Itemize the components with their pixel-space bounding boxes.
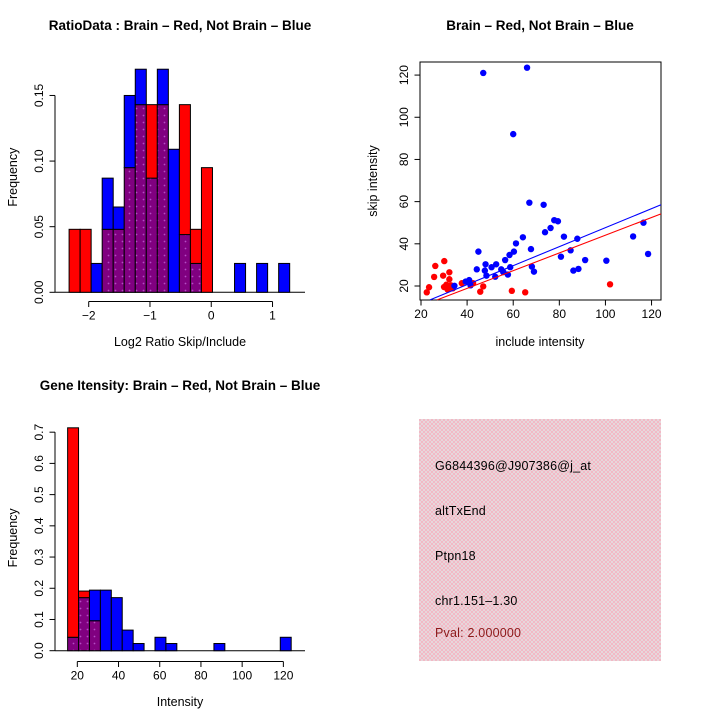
red-data-point bbox=[446, 269, 452, 275]
blue-data-point bbox=[520, 234, 526, 240]
intensity-scatter-panel bbox=[360, 0, 720, 360]
y-tick-label: 0.6 bbox=[32, 455, 46, 472]
y-tick-label: 0.5 bbox=[32, 486, 46, 503]
x-tick-label: 80 bbox=[194, 668, 208, 683]
hist-bar bbox=[100, 590, 111, 651]
event-type-text: altTxEnd bbox=[435, 504, 486, 518]
x-tick-label: 120 bbox=[273, 668, 294, 683]
y-axis bbox=[32, 83, 55, 304]
x-axis-title: Intensity bbox=[156, 695, 204, 709]
x-tick-label: −1 bbox=[143, 308, 157, 323]
blue-data-point bbox=[542, 229, 548, 235]
ratio-histogram-panel bbox=[0, 0, 360, 360]
hist-bar bbox=[157, 69, 168, 104]
gene-name-text: Ptpn18 bbox=[435, 549, 476, 563]
blue-data-point bbox=[513, 240, 519, 246]
chart-title: Gene Itensity: Brain – Red, Not Brain – Blue bbox=[39, 378, 321, 393]
y-tick-label: 80 bbox=[397, 152, 411, 167]
locus-text: chr1.151–1.30 bbox=[435, 594, 518, 608]
hist-bar bbox=[124, 95, 135, 167]
red-data-point bbox=[509, 288, 515, 294]
x-axis bbox=[71, 662, 294, 683]
hist-bar bbox=[166, 644, 177, 651]
hist-bar bbox=[68, 637, 79, 650]
y-tick-label: 0.3 bbox=[32, 548, 46, 566]
bars bbox=[68, 428, 292, 651]
y-tick-label: 0.4 bbox=[32, 517, 46, 535]
blue-data-point bbox=[540, 202, 546, 208]
x-tick-label: 100 bbox=[232, 668, 253, 683]
y-axis bbox=[397, 65, 420, 293]
x-axis-title: include intensity bbox=[495, 335, 585, 349]
x-tick-label: 20 bbox=[70, 668, 84, 683]
y-tick-label: 0.05 bbox=[32, 215, 46, 239]
y-tick-label: 20 bbox=[397, 279, 411, 293]
x-tick-label: 40 bbox=[460, 307, 474, 321]
hist-bar bbox=[89, 621, 100, 651]
red-data-point bbox=[424, 289, 430, 295]
blue-data-point bbox=[510, 131, 516, 137]
blue-data-point bbox=[547, 225, 553, 231]
y-tick-label: 0.00 bbox=[32, 280, 46, 304]
blue-data-point bbox=[524, 64, 530, 70]
chart-title: RatioData : Brain – Red, Not Brain – Blue bbox=[48, 18, 312, 33]
x-tick-label: 20 bbox=[414, 307, 428, 321]
blue-data-point bbox=[630, 233, 636, 239]
hist-bar bbox=[168, 149, 179, 292]
y-tick-label: 0.0 bbox=[32, 642, 46, 660]
y-tick-label: 0.15 bbox=[32, 83, 46, 108]
blue-data-point bbox=[561, 233, 567, 239]
x-axis bbox=[82, 302, 276, 323]
hist-bar bbox=[146, 178, 157, 292]
red-data-point bbox=[522, 289, 528, 295]
y-tick-label: 0.2 bbox=[32, 579, 46, 597]
x-axis bbox=[414, 300, 662, 321]
intensity-scatter-svg bbox=[360, 0, 720, 360]
blue-data-point bbox=[451, 283, 457, 289]
red-data-point bbox=[441, 258, 447, 264]
blue-data-point bbox=[531, 268, 537, 274]
hist-bar bbox=[111, 598, 122, 651]
y-axis-title: skip intensity bbox=[366, 145, 380, 217]
fit-lines bbox=[430, 205, 661, 300]
y-tick-label: 0.1 bbox=[32, 611, 46, 628]
red-data-point bbox=[607, 281, 613, 287]
hist-bar bbox=[102, 229, 113, 292]
x-tick-label: 1 bbox=[269, 308, 276, 323]
blue-data-point bbox=[511, 248, 517, 254]
y-tick-label: 0.7 bbox=[32, 423, 46, 441]
hist-bar bbox=[133, 644, 144, 651]
x-tick-label: 100 bbox=[595, 307, 616, 321]
hist-bar bbox=[201, 168, 212, 293]
blue-data-point bbox=[502, 257, 508, 263]
x-tick-label: 40 bbox=[111, 668, 126, 683]
info-box bbox=[419, 419, 661, 661]
hist-bar bbox=[91, 263, 102, 292]
red-data-point bbox=[480, 283, 486, 289]
blue-data-point bbox=[526, 199, 532, 205]
red-data-point bbox=[440, 272, 446, 278]
hist-bar bbox=[214, 644, 225, 651]
hist-bar bbox=[79, 591, 90, 598]
gene-histogram-svg bbox=[0, 360, 360, 720]
hist-bar bbox=[122, 630, 133, 651]
blue-data-point bbox=[475, 248, 481, 254]
hist-bar bbox=[235, 263, 246, 292]
pval-text: Pval: 2.000000 bbox=[435, 626, 522, 640]
y-axis bbox=[32, 424, 55, 660]
x-tick-label: −2 bbox=[81, 308, 96, 323]
hist-bar bbox=[279, 263, 290, 292]
blue-data-point bbox=[480, 70, 486, 76]
x-axis-title: Log2 Ratio Skip/Include bbox=[113, 335, 247, 349]
hist-bar bbox=[79, 598, 90, 651]
blue-data-point bbox=[570, 267, 576, 273]
y-axis-title: Frequency bbox=[6, 147, 20, 207]
y-tick-label: 60 bbox=[397, 194, 411, 209]
blue-data-point bbox=[482, 261, 488, 267]
hist-bar bbox=[190, 229, 201, 263]
blue-data-point bbox=[555, 218, 561, 224]
blue-data-point bbox=[528, 246, 534, 252]
hist-bar bbox=[80, 229, 91, 292]
hist-bar bbox=[102, 178, 113, 229]
hist-bar bbox=[280, 637, 291, 650]
blue-data-point bbox=[558, 253, 564, 259]
blue-fit-line bbox=[430, 205, 661, 300]
red-data-point bbox=[432, 263, 438, 269]
hist-bar bbox=[157, 105, 168, 293]
x-tick-label: 60 bbox=[153, 668, 167, 683]
hist-bar bbox=[155, 637, 166, 650]
y-tick-label: 0.10 bbox=[32, 149, 46, 173]
hist-bar bbox=[135, 69, 146, 104]
blue-data-point bbox=[603, 257, 609, 263]
hist-bar bbox=[190, 263, 201, 292]
blue-data-point bbox=[488, 264, 494, 270]
blue-data-point bbox=[645, 251, 651, 257]
x-tick-label: 80 bbox=[552, 307, 567, 321]
hist-bar bbox=[179, 105, 190, 235]
bars bbox=[69, 69, 290, 292]
y-tick-label: 120 bbox=[397, 65, 411, 86]
hist-bar bbox=[113, 207, 124, 229]
y-tick-label: 40 bbox=[397, 237, 411, 251]
ratio-histogram-svg bbox=[0, 0, 360, 360]
hist-bar bbox=[146, 105, 157, 178]
probe-id-text: G6844396@J907386@j_at bbox=[435, 459, 592, 473]
info-panel bbox=[360, 360, 720, 720]
hist-bar bbox=[124, 168, 135, 293]
red-data-point bbox=[431, 274, 437, 280]
hist-bar bbox=[89, 590, 100, 621]
plot-frame bbox=[420, 62, 661, 300]
y-axis-title: Frequency bbox=[6, 508, 20, 568]
hist-bar bbox=[69, 229, 80, 292]
hist-bar bbox=[179, 235, 190, 293]
blue-data-point bbox=[474, 266, 480, 272]
blue-data-point bbox=[582, 257, 588, 263]
hist-bar bbox=[113, 229, 124, 292]
x-tick-label: 120 bbox=[641, 307, 662, 321]
red-data-point bbox=[446, 276, 452, 282]
chart-title: Brain – Red, Not Brain – Blue bbox=[446, 18, 634, 33]
hist-bar bbox=[68, 428, 79, 637]
x-tick-label: 0 bbox=[207, 308, 215, 323]
x-tick-label: 60 bbox=[506, 307, 520, 321]
hist-bar bbox=[257, 263, 268, 292]
gene-intensity-histogram-panel bbox=[0, 360, 360, 720]
hist-bar bbox=[135, 105, 146, 293]
y-tick-label: 100 bbox=[397, 107, 411, 128]
